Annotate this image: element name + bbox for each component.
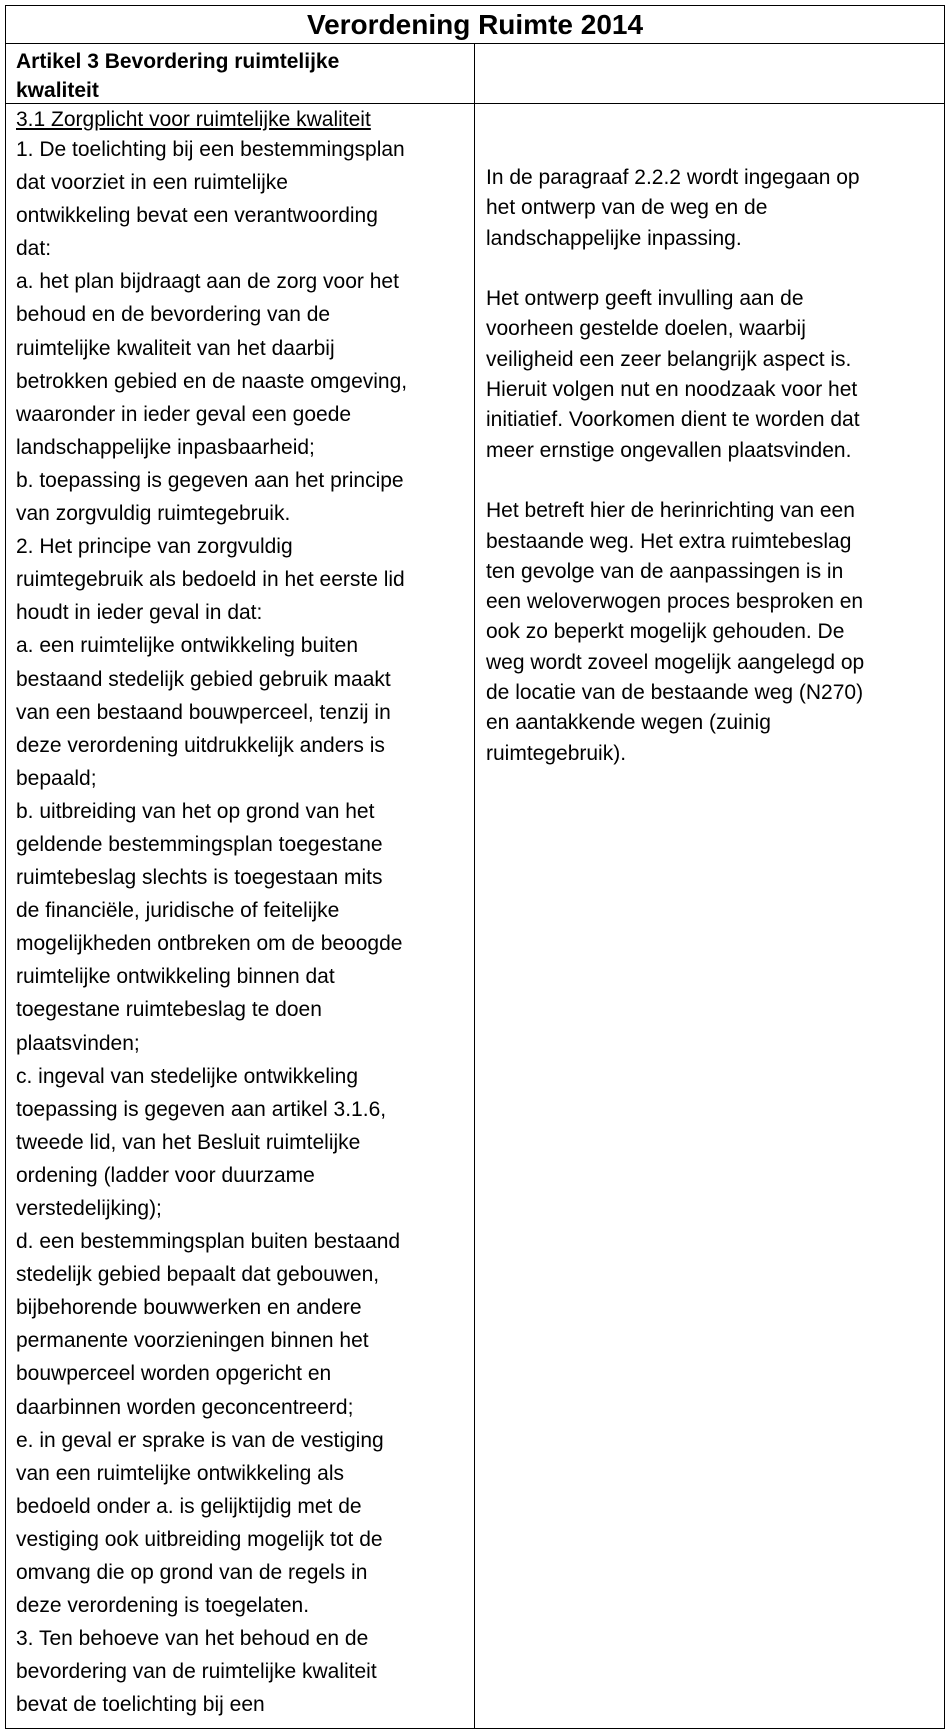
article-text-line: de financiële, juridische of feitelijke (16, 899, 340, 923)
article-text-line: deze verordening is toegelaten. (16, 1594, 310, 1618)
article-text-line: ruimtebeslag slechts is toegestaan mits (16, 866, 383, 890)
article-text-line: toegestane ruimtebeslag te doen (16, 998, 322, 1022)
response-paragraph (486, 496, 938, 769)
body-row (6, 104, 944, 1728)
article-text-line: ordening (ladder voor duurzame (16, 1163, 315, 1187)
article-text-line: ruimtegebruik als bedoeld in het eerste lid (16, 568, 405, 592)
response-text-line: voorheen gestelde doelen, waarbij (486, 317, 806, 341)
header-right-cell (475, 44, 944, 103)
response-text-line: een weloverwogen proces besproken en (486, 590, 864, 614)
article-text-line: toepassing is gegeven aan artikel 3.1.6, (16, 1097, 387, 1121)
article-heading-line: kwaliteit (16, 79, 99, 102)
article-text-line: landschappelijke inpasbaarheid; (16, 435, 315, 459)
article-text-line: dat voorziet in een ruimtelijke (16, 171, 288, 195)
article-text-line: d. een bestemmingsplan buiten bestaand (16, 1230, 401, 1254)
response-text-line: initiatief. Voorkomen dient te worden dat (486, 408, 860, 432)
article-heading (6, 44, 475, 103)
response-text-line: In de paragraaf 2.2.2 wordt ingegaan op (486, 166, 860, 189)
article-text-line: e. in geval er sprake is van de vestiging (16, 1428, 384, 1452)
response-text-line: Het ontwerp geeft invulling aan de (486, 287, 804, 311)
page-title: Verordening Ruimte 2014 (6, 6, 944, 44)
response-paragraph (486, 163, 938, 254)
article-text-line: ontwikkeling bevat een verantwoording (16, 204, 378, 228)
response-text-line: Het betreft hier de herinrichting van een (486, 499, 855, 523)
document-table (5, 5, 945, 1729)
article-text-line: verstedelijking); (16, 1197, 162, 1220)
article-text-line: bijbehorende bouwwerken en andere (16, 1296, 362, 1320)
article-text-line: vestiging ook uitbreiding mogelijk tot de (16, 1527, 383, 1551)
article-text-line: b. uitbreiding van het op grond van het (16, 799, 375, 823)
article-text-line: deze verordening uitdrukkelijk anders is (16, 733, 385, 757)
article-heading-line: Artikel 3 Bevordering ruimtelijke (16, 50, 340, 73)
article-text-line: waaronder in ieder geval een goede (16, 402, 352, 426)
article-text-line: a. een ruimtelijke ontwikkeling buiten (16, 634, 359, 658)
response-text-line: de locatie van de bestaande weg (N270) (486, 681, 864, 705)
article-text-line: mogelijkheden ontbreken om de beoogde (16, 932, 403, 956)
section-heading: 3.1 Zorgplicht voor ruimtelijke kwaliteit (16, 108, 371, 131)
article-text-cell (6, 104, 475, 1728)
article-text-line: betrokken gebied en de naaste omgeving, (16, 369, 408, 393)
article-text-line: ruimtelijke kwaliteit van het daarbij (16, 336, 335, 360)
article-text-line: van een bestaand bouwperceel, tenzij in (16, 700, 391, 724)
response-text-line: ten gevolge van de aanpassingen is in (486, 559, 844, 583)
article-text-line: c. ingeval van stedelijke ontwikkeling (16, 1064, 359, 1088)
article-text-line: van zorgvuldig ruimtegebruik. (16, 502, 291, 526)
article-text-line: b. toepassing is gegeven aan het principe (16, 468, 404, 492)
article-text-line: dat: (16, 237, 52, 261)
response-text-line: landschappelijke inpassing. (486, 226, 742, 250)
article-text-line: permanente voorzieningen binnen het (16, 1329, 369, 1353)
response-text-line: meer ernstige ongevallen plaatsvinden. (486, 438, 852, 462)
article-text-line: houdt in ieder geval in dat: (16, 601, 263, 625)
article-text-line: van een ruimtelijke ontwikkeling als (16, 1461, 344, 1485)
response-text-cell (475, 104, 944, 1728)
article-text-line: bouwperceel worden opgericht en (16, 1362, 332, 1386)
article-text-line: 2. Het principe van zorgvuldig (16, 535, 293, 559)
article-text-line: 3. Ten behoeve van het behoud en de (16, 1627, 369, 1651)
article-text-line: 1. De toelichting bij een bestemmingsplan (16, 138, 405, 161)
response-text-line: ruimtegebruik). (486, 741, 627, 765)
article-text-line: bestaand stedelijk gebied gebruik maakt (16, 667, 391, 691)
response-text-line: veiligheid een zeer belangrijk aspect is. (486, 347, 852, 371)
response-text-line: weg wordt zoveel mogelijk aangelegd op (486, 650, 865, 674)
article-text-line: a. het plan bijdraagt aan de zorg voor het (16, 270, 399, 294)
article-text-line: ruimtelijke ontwikkeling binnen dat (16, 965, 335, 989)
article-text-line: tweede lid, van het Besluit ruimtelijke (16, 1130, 361, 1154)
article-text-line: behoud en de bevordering van de (16, 303, 331, 327)
article-text-line: bepaald; (16, 766, 97, 790)
article-text-line: bedoeld onder a. is gelijktijdig met de (16, 1494, 362, 1518)
article-text-line: geldende bestemmingsplan toegestane (16, 832, 383, 856)
article-text-line: bevordering van de ruimtelijke kwaliteit (16, 1660, 377, 1684)
response-text-line: ook zo beperkt mogelijk gehouden. De (486, 620, 845, 644)
response-paragraph (486, 284, 938, 466)
response-text-line: bestaande weg. Het extra ruimtebeslag (486, 529, 852, 553)
article-text-line: bevat de toelichting bij een (16, 1693, 265, 1717)
article-text-line: stedelijk gebied bepaalt dat gebouwen, (16, 1263, 380, 1287)
header-row (6, 44, 944, 104)
response-text-line: het ontwerp van de weg en de (486, 196, 768, 220)
article-text-line: omvang die op grond van de regels in (16, 1561, 368, 1585)
article-text-line: daarbinnen worden geconcentreerd; (16, 1395, 354, 1419)
response-text-line: Hieruit volgen nut en noodzaak voor het (486, 378, 858, 402)
response-text-line: en aantakkende wegen (zuinig (486, 711, 771, 735)
article-text-line: plaatsvinden; (16, 1031, 140, 1055)
